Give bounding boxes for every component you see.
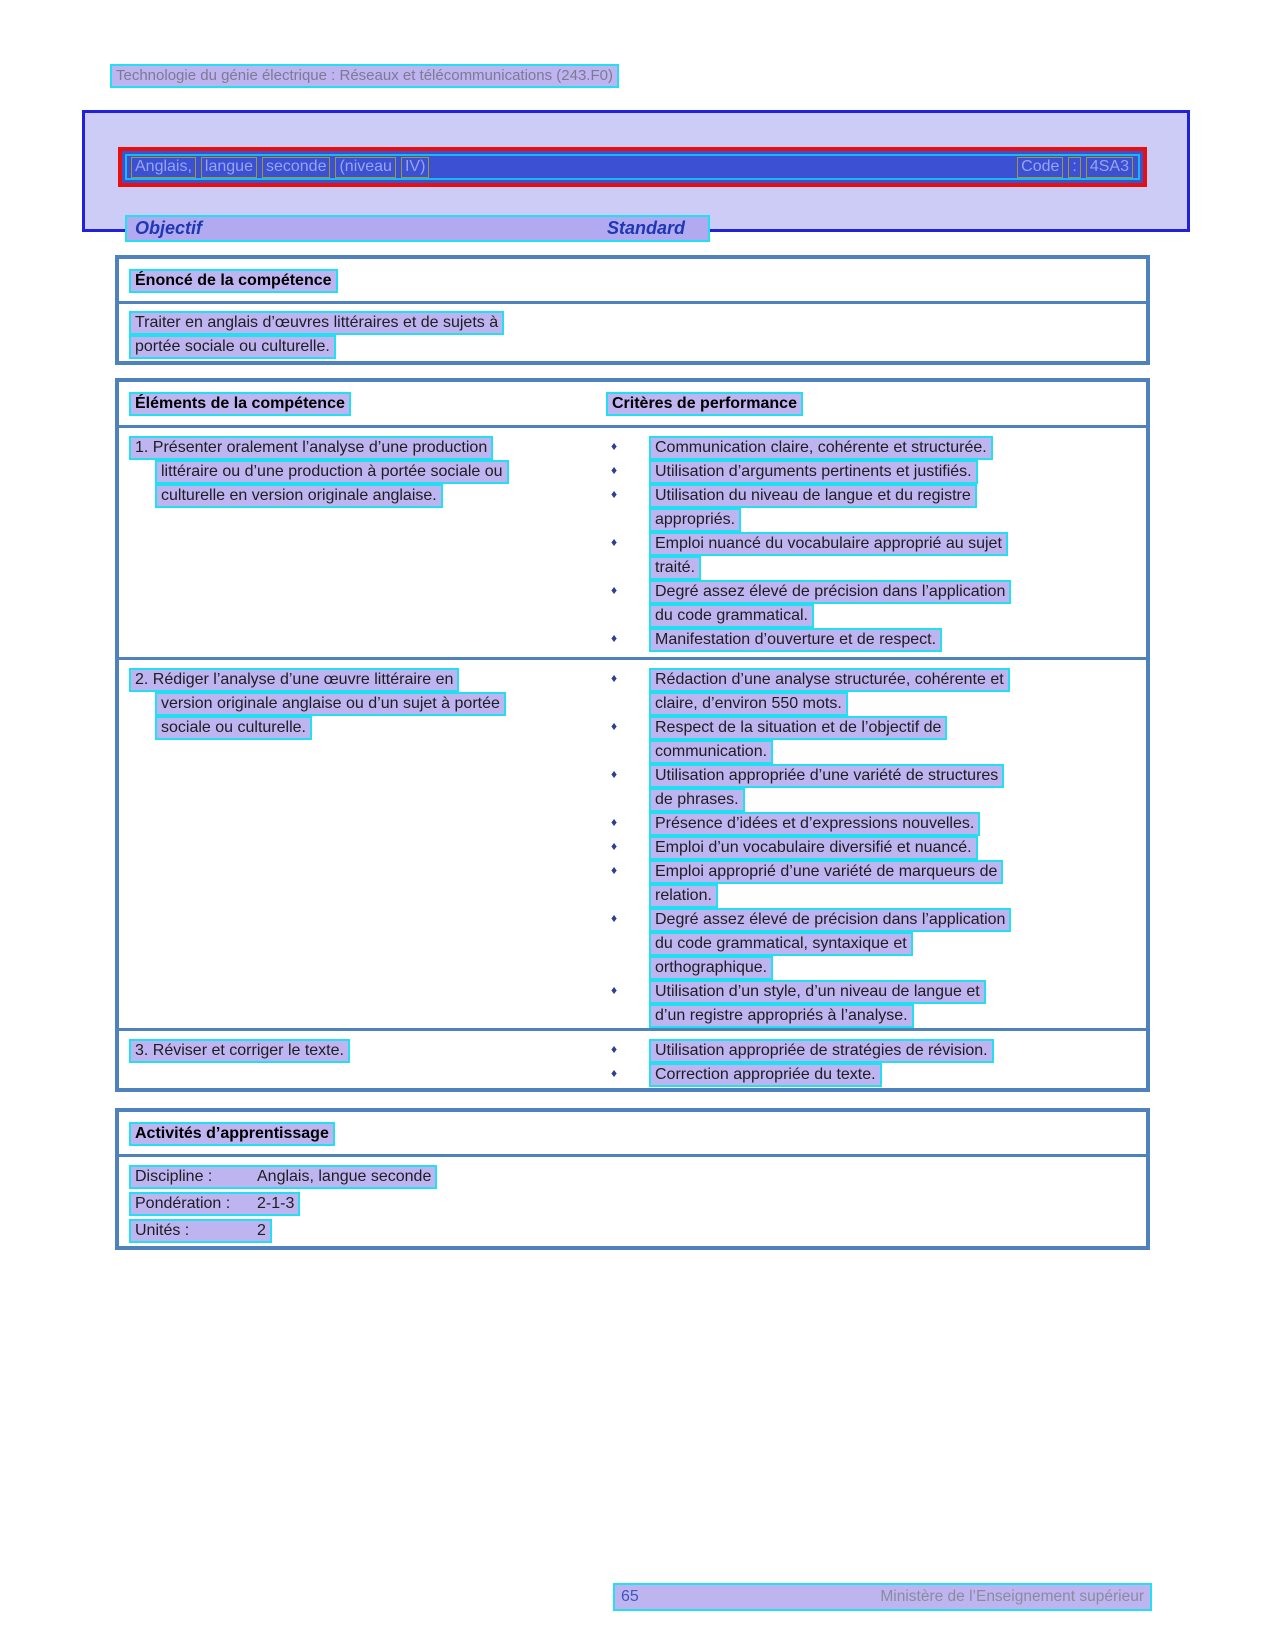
table-row (119, 428, 1146, 657)
code-value: 4SA3 (1086, 157, 1133, 178)
running-header-text: Technologie du génie électrique : Réseaux et télécommunications (243.F0) (110, 64, 619, 88)
criteria-line: Emploi d’un vocabulaire diversifié et nuancé. (649, 836, 978, 860)
bullet-icon: ♦ (611, 839, 618, 853)
field-value: Anglais, langue seconde (257, 1168, 432, 1185)
criteria-item (606, 716, 1140, 764)
columns-header-highlight (125, 215, 710, 242)
criteria-line: de phrases. (649, 788, 745, 812)
enonce-line: portée sociale ou culturelle. (129, 335, 336, 359)
criteria-line: orthographique. (649, 956, 773, 980)
banner-title (131, 157, 434, 178)
bullet-icon: ♦ (611, 487, 618, 501)
criteria-line: Utilisation appropriée d’une variété de structures (649, 764, 1004, 788)
bullet-icon: ♦ (611, 583, 618, 597)
enonce-header (119, 259, 1146, 301)
footer-highlight (613, 1583, 1152, 1611)
criteria-item (606, 668, 1140, 716)
criteria-item (606, 860, 1140, 908)
bullet-icon: ♦ (611, 1066, 618, 1080)
element-line: version originale anglaise ou d’un sujet à portée (155, 692, 506, 716)
columns-header-row (125, 215, 710, 247)
criteria-line: Utilisation d’arguments pertinents et justifiés. (649, 460, 978, 484)
criteria-item (606, 1063, 1140, 1087)
table-row (119, 660, 1146, 1028)
bullet-icon: ♦ (611, 719, 618, 733)
criteria-line: Emploi approprié d’une variété de marqueurs de (649, 860, 1003, 884)
bullet-icon: ♦ (611, 863, 618, 877)
criteria-item (606, 980, 1140, 1028)
activites-title: Activités d’apprentissage (129, 1122, 335, 1146)
element-line: littéraire ou d’une production à portée sociale ou (155, 460, 509, 484)
criteria-line: Communication claire, cohérente et structurée. (649, 436, 993, 460)
criteria-line: d’un registre appropriés à l’analyse. (649, 1004, 914, 1028)
criteria-line: Présence d’idées et d’expressions nouvelles. (649, 812, 980, 836)
criteria-line: claire, d’environ 550 mots. (649, 692, 848, 716)
criteria-line: Degré assez élevé de précision dans l’application (649, 908, 1011, 932)
criteria-item (606, 764, 1140, 812)
criteria-line: communication. (649, 740, 773, 764)
element-line: 3. Réviser et corriger le texte. (129, 1039, 350, 1063)
standard-heading: Standard (607, 218, 686, 238)
field-unites (129, 1219, 1146, 1246)
field-label: Unités : (135, 1222, 190, 1239)
criteria-cell-1 (606, 436, 1140, 652)
element-line: sociale ou culturelle. (155, 716, 312, 740)
table-row (119, 1031, 1146, 1092)
banner-word: langue (201, 157, 257, 178)
criteria-item (606, 836, 1140, 860)
activites-fields (119, 1157, 1146, 1246)
page-footer (613, 1583, 1152, 1611)
activites-box (115, 1108, 1150, 1250)
banner-word: Anglais, (131, 157, 196, 178)
table-header-row (119, 382, 1146, 425)
criteria-line: Utilisation du niveau de langue et du registre (649, 484, 977, 508)
page-number: 65 (621, 1588, 639, 1605)
criteria-line: Degré assez élevé de précision dans l’application (649, 580, 1011, 604)
banner-ocr-line (125, 154, 1140, 180)
criteria-line: Correction appropriée du texte. (649, 1063, 882, 1087)
criteria-line: Rédaction d’une analyse structurée, cohérente et (649, 668, 1010, 692)
criteria-line: traité. (649, 556, 701, 580)
enonce-line: Traiter en anglais d’œuvres littéraires et de sujets à (129, 311, 504, 335)
bullet-icon: ♦ (611, 767, 618, 781)
element-line: 2. Rédiger l’analyse d’une œuvre littéraire en (129, 668, 459, 692)
criteria-item (606, 580, 1140, 628)
criteria-cell-3 (606, 1039, 1140, 1087)
bullet-icon: ♦ (611, 671, 618, 685)
criteria-line: Utilisation appropriée de stratégies de révision. (649, 1039, 994, 1063)
criteria-item (606, 484, 1140, 532)
element-cell-2 (129, 668, 601, 740)
code-separator: : (1068, 157, 1080, 178)
enonce-box (115, 255, 1150, 365)
bullet-icon: ♦ (611, 463, 618, 477)
elements-header: Éléments de la compétence (129, 392, 351, 416)
objectif-heading: Objectif (135, 218, 203, 238)
activites-header (119, 1112, 1146, 1154)
element-cell-3 (129, 1039, 601, 1063)
element-cell-1 (129, 436, 601, 508)
bullet-icon: ♦ (611, 983, 618, 997)
bullet-icon: ♦ (611, 1042, 618, 1056)
criteria-line: Manifestation d’ouverture et de respect. (649, 628, 942, 652)
field-discipline (129, 1165, 1146, 1192)
field-label: Pondération : (135, 1195, 231, 1212)
bullet-icon: ♦ (611, 815, 618, 829)
banner-word: IV) (401, 157, 429, 178)
field-label: Discipline : (135, 1168, 213, 1185)
field-value: 2-1-3 (257, 1195, 295, 1212)
code-label: Code (1017, 157, 1063, 178)
criteria-item (606, 812, 1140, 836)
criteria-cell-2 (606, 668, 1140, 1028)
element-line: culturelle en version originale anglaise. (155, 484, 443, 508)
field-ponderation (129, 1192, 1146, 1219)
criteria-line: Emploi nuancé du vocabulaire approprié au sujet (649, 532, 1008, 556)
criteria-item (606, 436, 1140, 460)
criteres-header: Critères de performance (606, 392, 803, 416)
course-banner (118, 147, 1147, 187)
bullet-icon: ♦ (611, 631, 618, 645)
bullet-icon: ♦ (611, 439, 618, 453)
criteria-item (606, 532, 1140, 580)
ministry-text: Ministère de l’Enseignement supérieur (880, 1588, 1144, 1605)
field-value: 2 (257, 1222, 266, 1239)
enonce-body (119, 304, 1146, 359)
element-line: 1. Présenter oralement l’analyse d’une production (129, 436, 493, 460)
enonce-title: Énoncé de la compétence (129, 269, 338, 293)
criteria-line: du code grammatical. (649, 604, 814, 628)
criteria-line: relation. (649, 884, 718, 908)
bullet-icon: ♦ (611, 535, 618, 549)
banner-word: seconde (262, 157, 331, 178)
running-header (110, 64, 619, 88)
banner-code (1017, 157, 1138, 178)
criteria-line: Respect de la situation et de l’objectif de (649, 716, 947, 740)
criteria-item (606, 1039, 1140, 1063)
criteria-line: Utilisation d’un style, d’un niveau de langue et (649, 980, 986, 1004)
criteria-item (606, 628, 1140, 652)
criteria-line: appropriés. (649, 508, 741, 532)
bullet-icon: ♦ (611, 911, 618, 925)
criteria-item (606, 908, 1140, 980)
competence-table (115, 378, 1150, 1092)
criteria-item (606, 460, 1140, 484)
banner-word: (niveau (335, 157, 395, 178)
criteria-line: du code grammatical, syntaxique et (649, 932, 913, 956)
